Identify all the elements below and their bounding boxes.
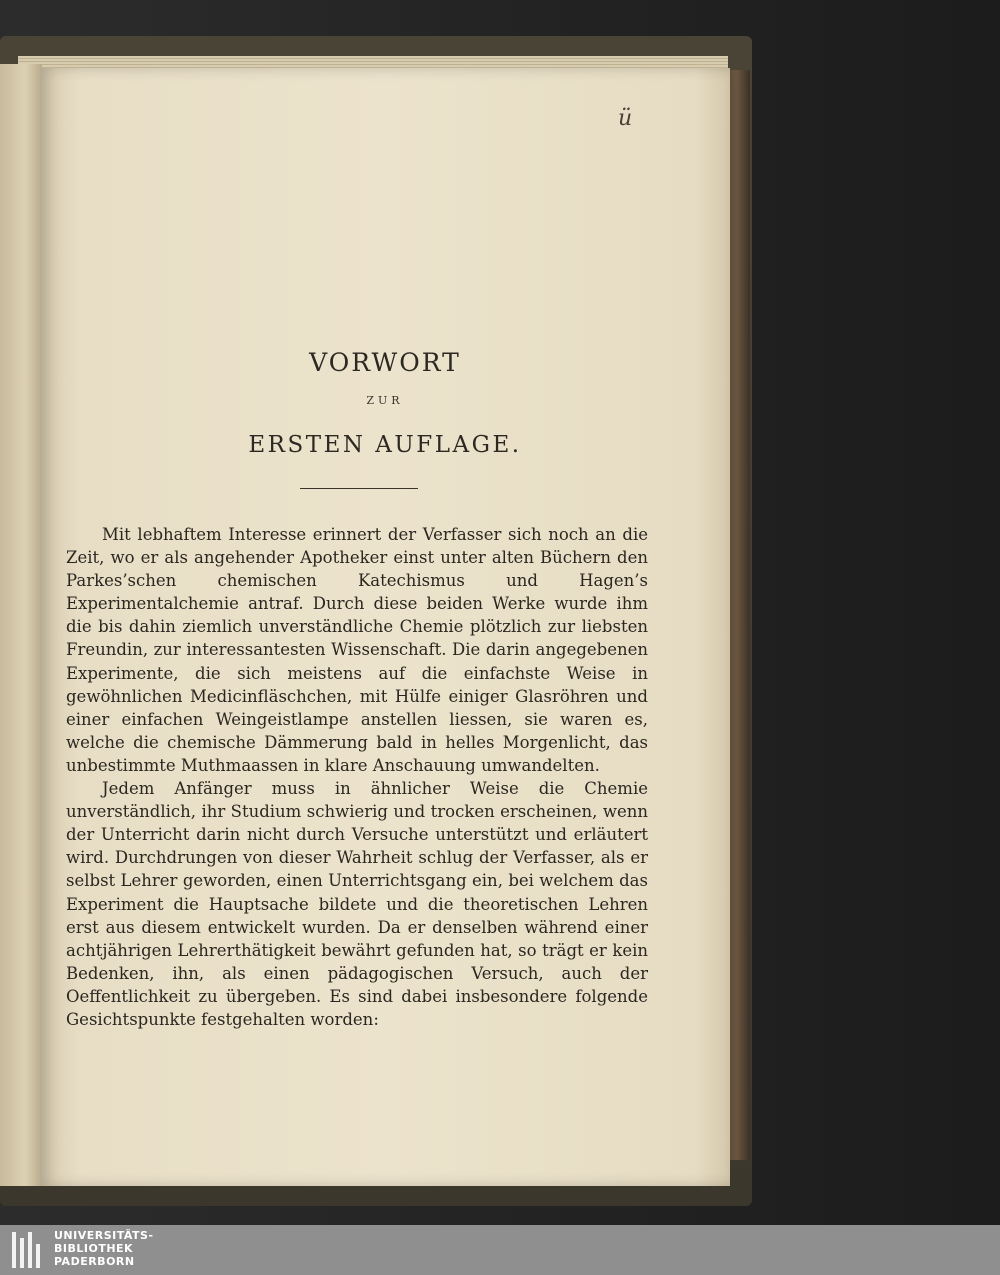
library-logo-text <box>54 1229 154 1268</box>
paragraph-2: Jedem Anfänger muss in ähnlicher Weise die Chemie unverständlich, ihr Studium schwierig und trocken erscheinen, wenn der Unterricht darin nicht durch Versuche unterstützt und erläutert wird. Durchdrungen von dieser Wahrheit schlug der Verfasser, als er selbst Lehrer geworden, einen Unterrichtsgang ein, bei welchem das Experiment die Hauptsache bildete und die theoretischen Lehren erst aus diesem entwickelt wurden. Da er denselben während einer achtjährigen Lehrerthätigkeit bewährt gefunden hat, so trägt er kein Bedenken, ihn, als einen pädagogischen Versuch, auch der Oeffentlichkeit zu übergeben. Es sind dabei insbesondere folgende Gesichtspunkte festgehalten worden: <box>66 779 648 1029</box>
page-mark: ü <box>618 106 633 131</box>
left-page-edge <box>0 64 42 1186</box>
book-page <box>40 68 730 1186</box>
title-rule <box>300 488 418 489</box>
page-title: VORWORT <box>309 348 461 377</box>
library-logo-icon <box>12 1232 48 1268</box>
logo-line-3: PADERBORN <box>54 1255 135 1268</box>
paragraph-1: Mit lebhaftem Interesse erinnert der Verfasser sich noch an die Zeit, wo er als angehender Apotheker einst unter alten Büchern den Parkes’schen chemischen Katechismus und Hagen’s Experimentalchemie antraf. Durch diese beiden Werke wurde ihm die bis dahin ziemlich unverständliche Chemie plötzlich zur liebsten Freundin, zur interessantesten Wissenschaft. Die darin angegebenen Experimente, die sich meistens auf die einfachste Weise in gewöhnlichen Medicinfläschchen, mit Hülfe einiger Glasröhren und einer einfachen Weingeistlampe anstellen liessen, sie waren es, welche die chemische Dämmerung bald in helles Morgenlicht, das unbestimmte Muthmaassen in klare Anschauung umwandelten. <box>66 525 648 775</box>
subtitle-small: ZUR <box>366 394 404 407</box>
body-text <box>66 523 648 1031</box>
book-spine-edge <box>728 70 750 1160</box>
subtitle-large: ERSTEN AUFLAGE. <box>248 432 522 458</box>
logo-line-1: UNIVERSITÄTS- <box>54 1229 154 1242</box>
footer-bar <box>0 1225 1000 1275</box>
logo-line-2: BIBLIOTHEK <box>54 1242 134 1255</box>
